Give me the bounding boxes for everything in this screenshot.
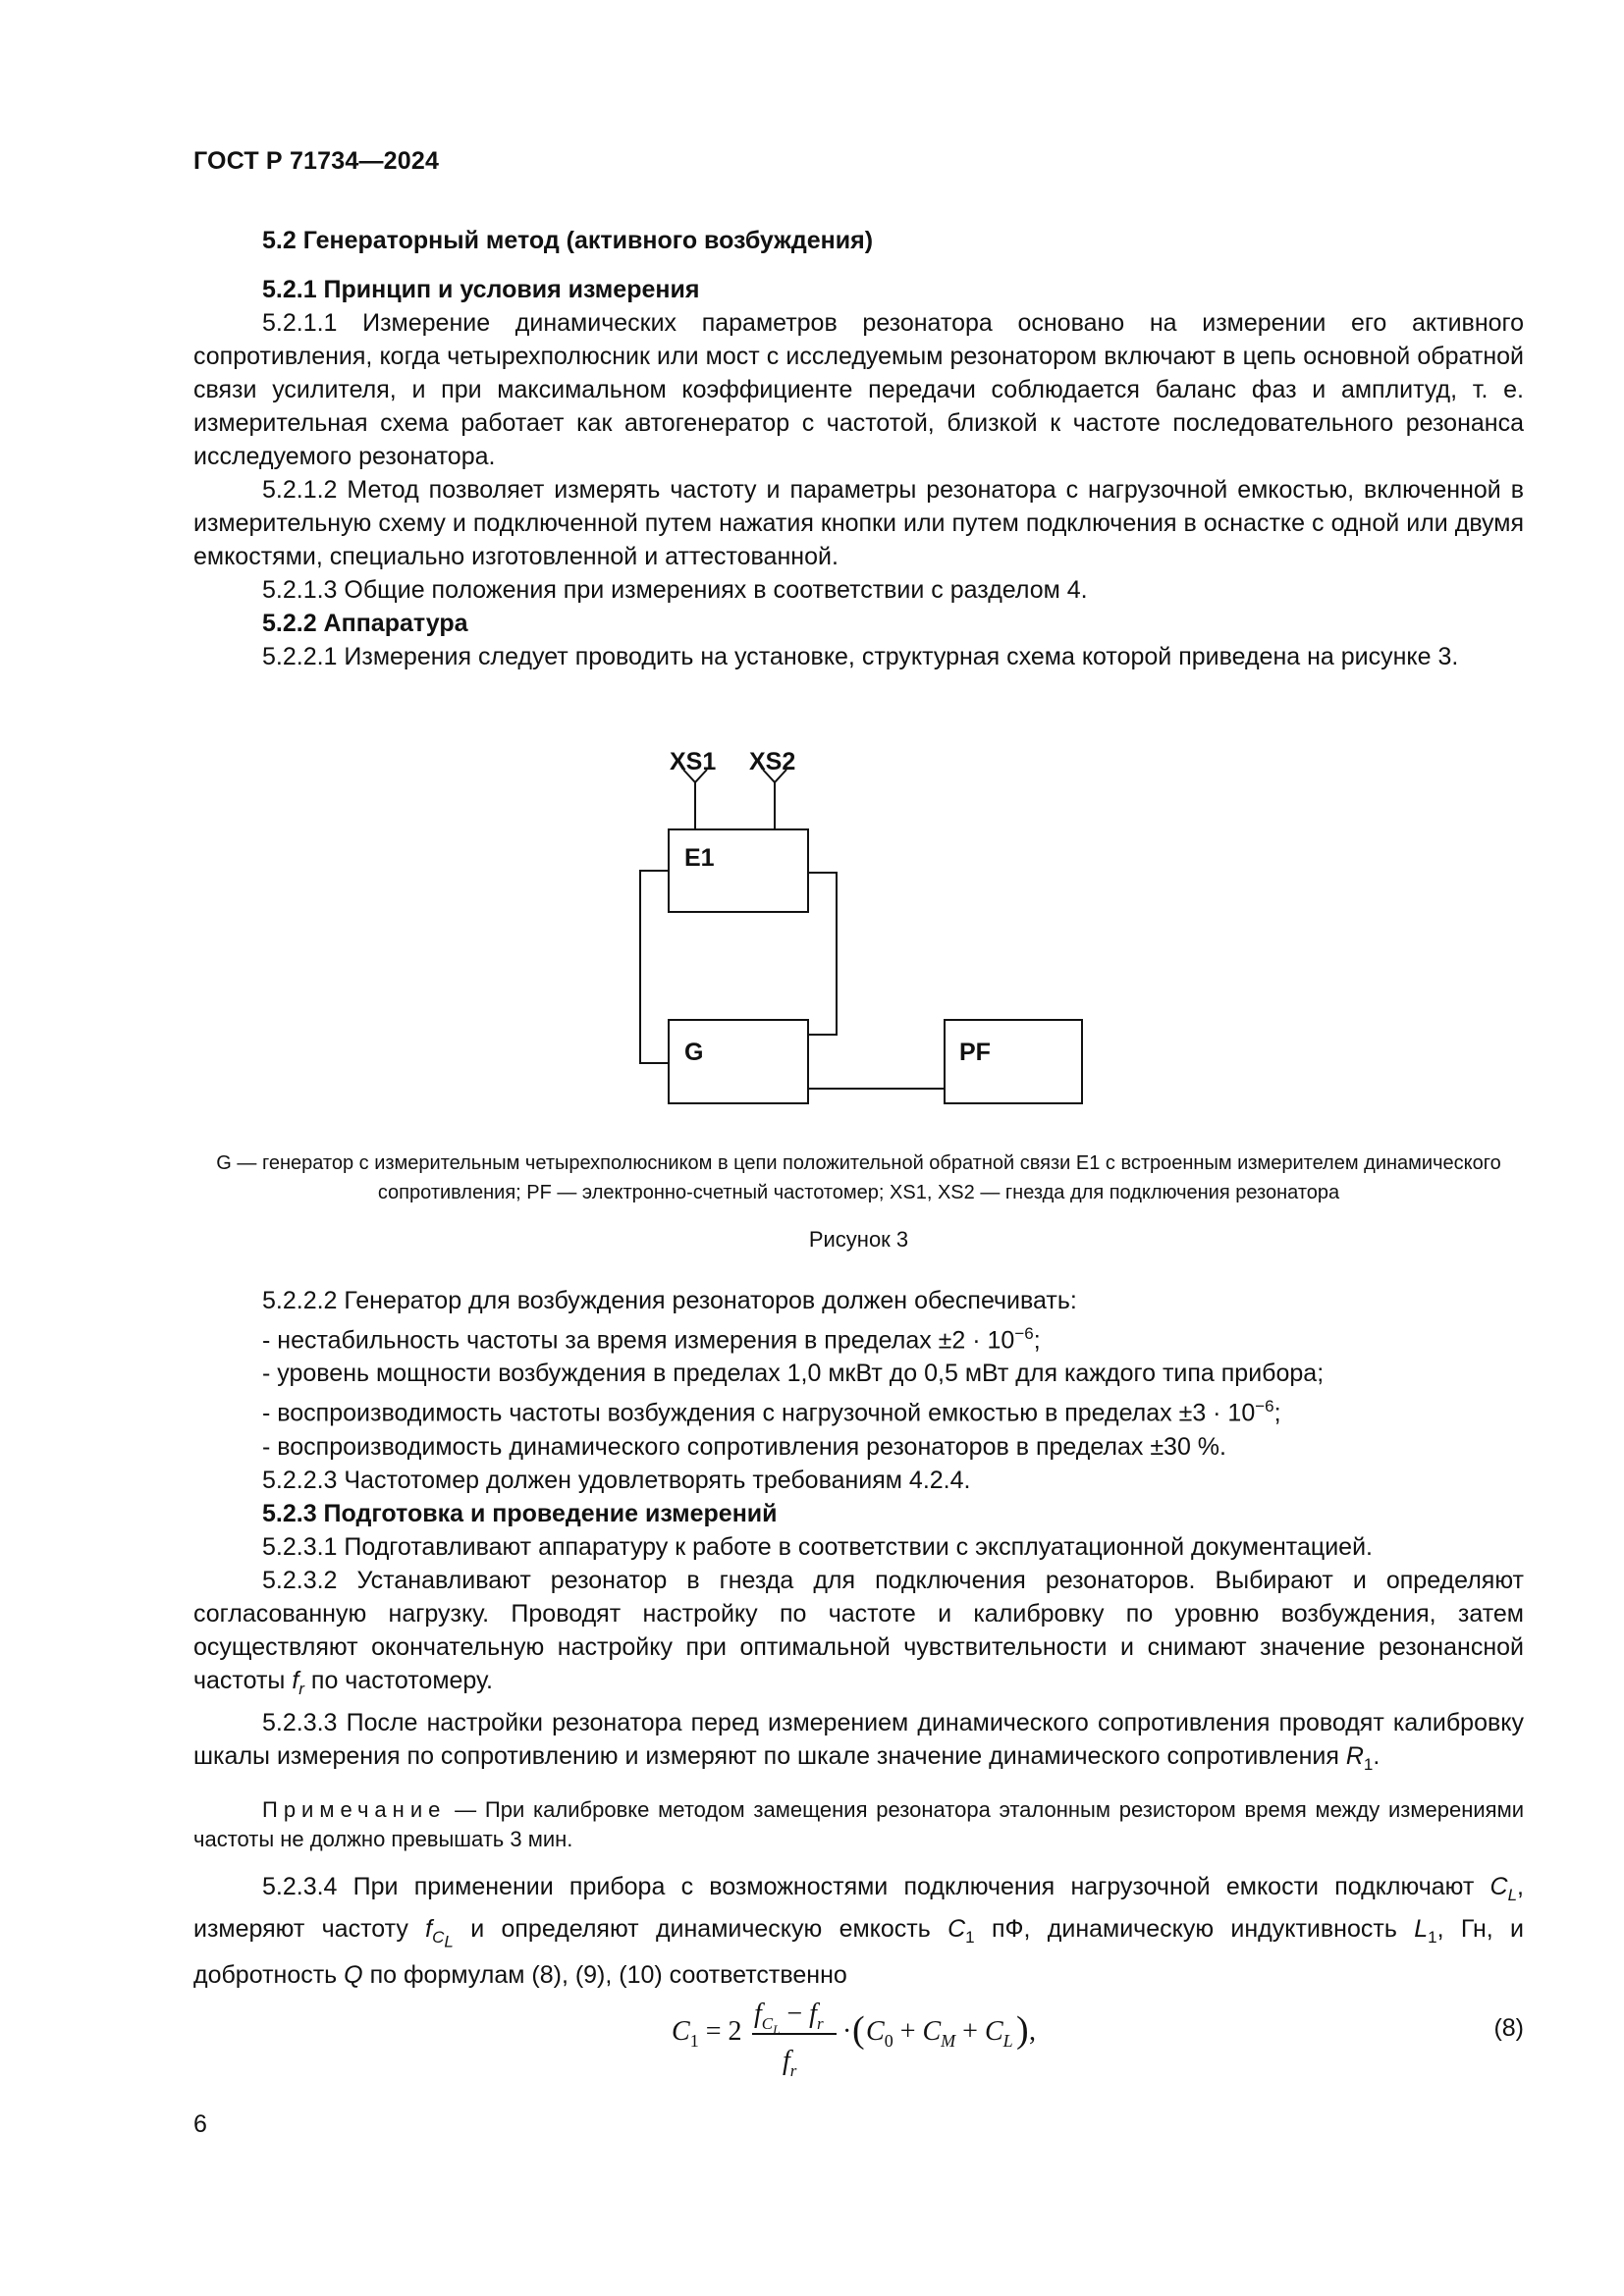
svg-text:,: , <box>1029 2016 1036 2047</box>
paragraph: 5.2.3.4 При применении прибора с возможностями подключения нагрузочной емкости подключают $C_L$, измеряют частоту $f_{C_L}$ и определяют динамическую емкость $C_1$ пФ, динамическую индуктивность $L_1$, Гн, и добротность Q по формулам (8), (9), (10) соответственно <box>193 1872 1524 1990</box>
structural-diagram <box>0 0 1624 1139</box>
paragraph: 5.2.2.1 Измерения следует проводить на установке, структурная схема которой приведена на рисунке 3. <box>262 643 1459 670</box>
paragraph: 5.2.1.2 Метод позволяет измерять частоту и параметры резонатора с нагрузочной емкостью, включенной в измерительную схему и подключенной путем нажатия кнопки или путем подключения в оснастке с одной или двумя емкостями, специально изготовленной и аттестованной. <box>193 476 1524 570</box>
svg-text:C1 = 2: $C_1 = 2$ <box>672 2016 742 2051</box>
label-g: G <box>684 1039 704 1066</box>
paragraph: 5.2.2.2 Генератор для возбуждения резонаторов должен обеспечивать: <box>262 1287 1077 1314</box>
svg-text:fr: $f_r$ <box>783 2046 797 2080</box>
list-item: - уровень мощности возбуждения в пределах 1,0 мкВт до 0,5 мВт для каждого типа прибора; <box>262 1360 1325 1388</box>
svg-text:C0 + CM + CL: $C_0 + C_M + C_L$ <box>866 2016 1013 2051</box>
label-e1: E1 <box>684 844 715 872</box>
paragraph: 5.2.1.3 Общие положения при измерениях в соответствии с разделом 4. <box>262 576 1088 604</box>
formula-8 <box>0 1983 1624 2081</box>
list-item: - воспроизводимость динамического сопротивления резонаторов в пределах ±30 %. <box>262 1432 1226 1461</box>
svg-text:·: · <box>842 2016 852 2047</box>
section-heading: 5.2 Генераторный метод (активного возбуждения) <box>262 227 874 254</box>
subsection-heading: 5.2.2 Аппаратура <box>262 610 468 637</box>
figure-title: Рисунок 3 <box>808 1227 909 1252</box>
label-pf: PF <box>959 1039 991 1066</box>
text-block-bottom <box>193 1284 1524 1992</box>
subsection-heading: 5.2.3 Подготовка и проведение измерений <box>262 1499 778 1527</box>
svg-text:fCL − fr: $f_CL - f_r$ <box>754 1999 824 2037</box>
formula-number: (8) <box>1493 2014 1524 2042</box>
paragraph: 5.2.3.1 Подготавливают аппаратуру к работе в соответствии с эксплуатационной документацией. <box>262 1532 1373 1561</box>
svg-text:(: ( <box>852 2009 865 2051</box>
label-xs1: XS1 <box>670 748 717 775</box>
paragraph: 5.2.3.2 Устанавливают резонатор в гнезда для подключения резонаторов. Выбирают и определяют согласованную нагрузку. Проводят настройку по частоте и калибровку по уровню возбуждения, затем осуществляют окончательную настройку при оптимальной чувствительности и снимают значение резонансной частоты $f_r$ по частотомеру. <box>193 1566 1524 1698</box>
paragraph: 5.2.2.3 Частотомер должен удовлетворять требованиям 4.2.4. <box>262 1466 971 1494</box>
page-number: 6 <box>193 2110 207 2138</box>
subsection-heading: 5.2.1 Принцип и условия измерения <box>262 276 700 303</box>
document-header: ГОСТ Р 71734—2024 <box>193 147 440 175</box>
paragraph: 5.2.1.1 Измерение динамических параметров резонатора основано на измерении его активного сопротивления, когда четырехполюсник или мост с исследуемым резонатором включают в цепь основной обратной связи усилителя, и при максимальном коэффициенте передачи соблюдается баланс фаз и амплитуд, т. е. измерительная схема работает как автогенератор с частотой, близкой к частоте последовательного резонанса исследуемого резонатора. <box>193 309 1524 470</box>
list-item: - воспроизводимость частоты возбуждения с нагрузочной емкостью в пределах $\pm 3 \cdot 10^{-6}$; <box>262 1397 1281 1427</box>
paragraph: 5.2.3.3 После настройки резонатора перед измерением динамического сопротивления проводят калибровку шкалы измерения по сопротивлению и измеряют по шкале значение динамического сопротивления $R_1$. <box>193 1708 1524 1774</box>
list-item: - нестабильность частоты за время измерения в пределах $\pm 2 \cdot 10^{-6}$; <box>262 1324 1041 1355</box>
note: Примечание — При калибровке методом замещения резонатора эталонным резистором время между измерениями частоты не должно превышать 3 мин. <box>193 1796 1524 1851</box>
figure-caption: G — генератор с измерительным четырехполюсником в цепи положительной обратной связи E1 с встроенным измерителем динамического сопротивления; PF — электронно-счетный частотомер; XS1, XS2 — гнезда для подключения резонатора <box>216 1152 1501 1203</box>
label-xs2: XS2 <box>749 748 796 775</box>
svg-text:): ) <box>1016 2009 1029 2051</box>
